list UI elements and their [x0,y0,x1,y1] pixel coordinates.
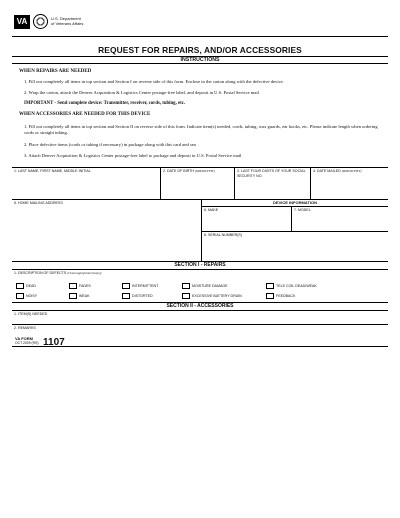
checkbox-box[interactable] [16,293,24,299]
serial-number-field[interactable]: 8. SERIAL NUMBER(S) [202,232,388,262]
accessories-step-2: 2. Place defective items (cords or tubing if necessary) in package along with this card and sea [24,142,196,147]
checkbox-feedback[interactable]: FEEDBACK [266,293,295,299]
checkbox-moisture-damage[interactable]: MOISTURE DAMAGE [182,283,228,289]
checkbox-box[interactable] [69,283,77,289]
date-mailed-field[interactable]: 4. DATE MAILED (MM/DD/YYYY) [311,168,388,200]
repairs-heading: WHEN REPAIRS ARE NEEDED [19,69,92,74]
accessories-step-3: 3. Attach Denver Acquisition & Logistics Center postage-free label to package and deposit in U.S. Postal Service mail [24,153,242,158]
defects-area: 1. DESCRIPTION OF DEFECTS (Check appropriate box(es)) [12,270,388,303]
repairs-step-1: 1. Fill out completely all items in top section and Section I on reverse side of this form. Enclose in the carton along with the defective device. [24,79,284,84]
dob-field[interactable]: 2. DATE OF BIRTH (MM/DD/YYYY) [161,168,235,200]
checkbox-fades[interactable]: FADES [69,283,91,289]
header-rule [12,36,388,37]
checkbox-weak[interactable]: WEAK [69,293,90,299]
checkbox-box[interactable] [182,293,190,299]
ssn-field[interactable]: 3. LAST FOUR DIGITS OF YOUR SOCIAL SECURITY NO. [235,168,311,200]
address-field[interactable]: 5. HOME MAILING ADDRESS [12,200,202,262]
name-field[interactable]: 1. LAST NAME, FIRST NAME, MIDDLE INITIAL [12,168,161,200]
items-needed-field[interactable]: 1. ITEM(S) NEEDED [12,311,388,325]
checkbox-box[interactable] [16,283,24,289]
make-field[interactable]: 6. MAKE [202,207,292,232]
checkbox-battery-drain[interactable]: EXCESSIVE BATTERY DRAIN [182,293,242,299]
checkbox-dead[interactable]: DEAD [16,283,36,289]
checkbox-intermittent[interactable]: INTERMITTENT [122,283,158,289]
checkbox-noisy[interactable]: NOISY [16,293,37,299]
va-logo: VA [14,15,30,29]
checkbox-box[interactable] [122,283,130,289]
form-page [12,12,388,348]
repairs-step-2: 2. Wrap the carton, attach the Denver Acquisition & Logistics Center postage-free label, and deposit in U.S. Postal Service mail [24,90,259,95]
checkbox-box[interactable] [182,283,190,289]
important-note: IMPORTANT - Send complete device: Transmitter, receiver, cords, tubing, etc. [24,101,186,106]
form-header [12,12,388,34]
section-2-heading: SECTION II - ACCESSORIES [12,303,388,311]
accessories-heading: WHEN ACCESSORIES ARE NEEDED FOR THIS DEVICE [19,112,151,117]
form-footer: VA FORM OCT 2009 (RS) 1107 [15,336,65,348]
checkbox-box[interactable] [266,293,274,299]
va-seal-icon [33,14,48,29]
model-field[interactable]: 7. MODEL [292,207,388,232]
section-1-heading: SECTION I - REPAIRS [12,262,388,270]
department-name: U.S. Department of Veterans Affairs [51,16,84,26]
checkbox-box[interactable] [122,293,130,299]
remarks-field[interactable]: 2. REMARKS [12,325,388,347]
checkbox-box[interactable] [69,293,77,299]
form-title: REQUEST FOR REPAIRS, AND/OR ACCESSORIES [98,45,302,55]
device-info-heading: DEVICE INFORMATION [202,200,388,207]
form-number: 1107 [43,337,65,348]
checkbox-box[interactable] [266,283,274,289]
accessories-step-1: 1. Fill out completely all items in top section and Section II on reverse side of this form. Indicate item(s) needed, cords, tubing, wax guards, ear hooks, etc. Please indicate length when ordering cords or straight tubing. [24,124,378,136]
instructions-heading: INSTRUCTIONS [12,56,388,64]
checkbox-distorted[interactable]: DISTORTED [122,293,153,299]
checkbox-tele-coil[interactable]: TELE COIL DEAD/WEAK [266,283,317,289]
